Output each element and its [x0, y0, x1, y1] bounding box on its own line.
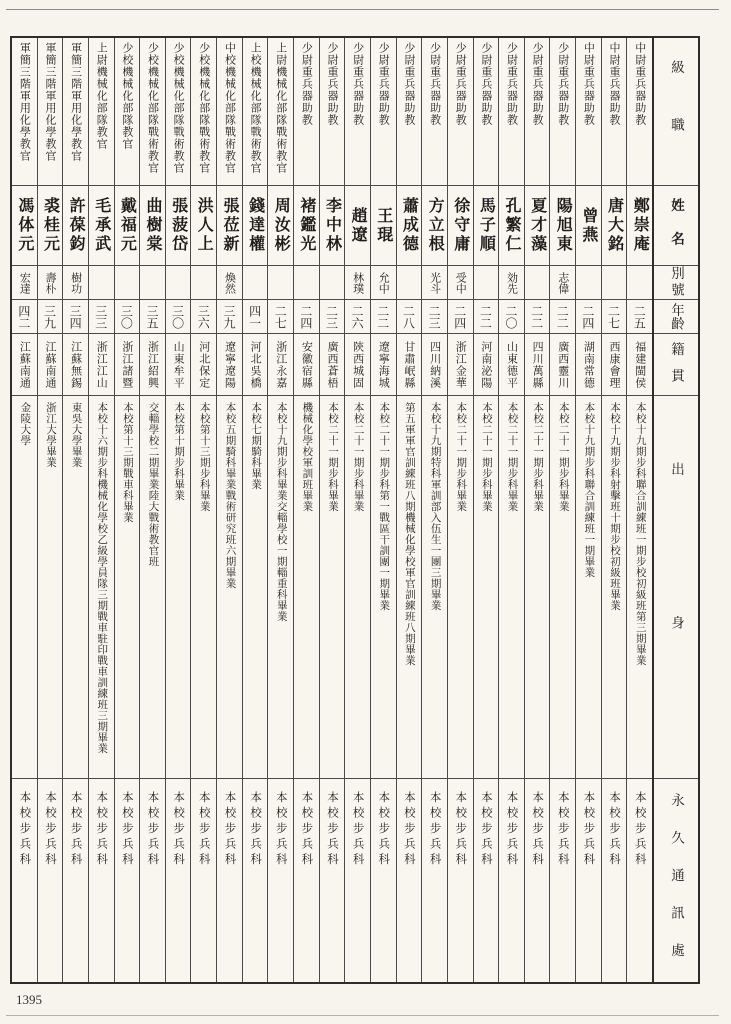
alias-cell: 林璞 [345, 266, 370, 300]
name-cell: 孔繁仁 [499, 186, 524, 266]
alias-cell [115, 266, 140, 300]
name-cell: 夏才藻 [525, 186, 550, 266]
roster-table [10, 36, 700, 984]
native-place-cell: 江蘇無錫 [63, 334, 88, 396]
rank-cell: 軍簡三階軍用化學教官 [12, 38, 37, 186]
alias-cell [294, 266, 319, 300]
rank-cell: 少尉重兵器助教 [371, 38, 396, 186]
table-header-column [652, 38, 698, 982]
origin-cell: 本校第十期步科畢業 [166, 396, 191, 779]
age-cell: 二〇 [499, 300, 524, 334]
native-place-cell: 河北保定 [191, 334, 216, 396]
name-cell: 曾燕 [576, 186, 601, 266]
native-place-cell: 浙江永嘉 [268, 334, 293, 396]
address-cell: 本校步兵科 [531, 791, 544, 869]
origin-cell: 本校十九期步科聯合訓練班一期畢業 [576, 396, 601, 779]
name-cell: 褚鑑光 [294, 186, 319, 266]
alias-cell [602, 266, 627, 300]
alias-cell [525, 266, 550, 300]
name-cell: 徐守庸 [448, 186, 473, 266]
origin-cell: 本校十九期步科射擊班十期步校初級班畢業 [602, 396, 627, 779]
rank-cell: 上尉機械化部隊教官 [89, 38, 114, 186]
person-column [396, 38, 422, 982]
rank-cell: 少尉重兵器助教 [345, 38, 370, 186]
age-cell: 二四 [576, 300, 601, 334]
person-column [524, 38, 550, 982]
person-column [190, 38, 216, 982]
name-cell: 曲樹棠 [140, 186, 165, 266]
address-cell: 本校步兵科 [402, 791, 415, 869]
origin-cell: 金陵大學 [12, 396, 37, 779]
address-cell: 本校步兵科 [223, 791, 236, 869]
alias-cell [474, 266, 499, 300]
address-cell: 本校步兵科 [351, 791, 364, 869]
bottom-rule [6, 1015, 719, 1016]
origin-cell: 本校二十一期步科畢業 [550, 396, 575, 779]
address-cell: 本校步兵科 [18, 791, 31, 869]
origin-cell: 本校二十一期步科畢業 [499, 396, 524, 779]
native-place-cell: 西康會理 [602, 334, 627, 396]
name-cell: 周汝彬 [268, 186, 293, 266]
name-cell: 張菠岱 [166, 186, 191, 266]
alias-cell: 壽朴 [38, 266, 63, 300]
name-cell: 王琨 [371, 186, 396, 266]
name-cell: 許葆鈞 [63, 186, 88, 266]
person-column [267, 38, 293, 982]
name-cell: 馮体元 [12, 186, 37, 266]
address-cell: 本校步兵科 [172, 791, 185, 869]
rank-cell: 少尉重兵器助教 [294, 38, 319, 186]
alias-cell [320, 266, 345, 300]
address-cell: 本校步兵科 [43, 791, 56, 869]
name-cell: 唐大銘 [602, 186, 627, 266]
origin-cell: 第五軍軍官訓練班八期機械化學校軍官訓練班八期畢業 [397, 396, 422, 779]
person-column [549, 38, 575, 982]
native-place-cell: 廣西蒼梧 [320, 334, 345, 396]
person-column [370, 38, 396, 982]
origin-cell: 本校第十三期戰車科畢業 [115, 396, 140, 779]
person-column [319, 38, 345, 982]
origin-cell: 本校二十一期步科畢業 [320, 396, 345, 779]
native-place-cell: 安徽宿縣 [294, 334, 319, 396]
age-cell: 二五 [627, 300, 652, 334]
person-column [626, 38, 652, 982]
native-place-cell: 湖南常德 [576, 334, 601, 396]
native-place-cell: 甘肅岷縣 [397, 334, 422, 396]
age-cell: 二六 [345, 300, 370, 334]
alias-cell: 樹功 [63, 266, 88, 300]
origin-cell: 東吳大學畢業 [63, 396, 88, 779]
address-cell: 本校步兵科 [479, 791, 492, 869]
origin-cell: 本校二十一期步科畢業 [345, 396, 370, 779]
alias-cell: 宏達 [12, 266, 37, 300]
age-cell: 四二 [12, 300, 37, 334]
age-cell: 四一 [243, 300, 268, 334]
person-column [498, 38, 524, 982]
address-cell: 本校步兵科 [197, 791, 210, 869]
header-age: 年齡 [654, 300, 698, 334]
address-cell: 本校步兵科 [95, 791, 108, 869]
name-cell: 錢達權 [243, 186, 268, 266]
address-cell: 本校步兵科 [120, 791, 133, 869]
rank-cell: 中尉重兵器助教 [576, 38, 601, 186]
alias-cell: 効先 [499, 266, 524, 300]
person-column [216, 38, 242, 982]
alias-cell: 允中 [371, 266, 396, 300]
native-place-cell: 河南泌陽 [474, 334, 499, 396]
rank-cell: 中尉重兵器助教 [602, 38, 627, 186]
origin-cell: 本校十六期步科機械化學校乙級學員隊三期戰車駐印戰車訓練班三期畢業 [89, 396, 114, 779]
age-cell: 二七 [268, 300, 293, 334]
address-cell: 本校步兵科 [428, 791, 441, 869]
header-name: 姓名 [654, 186, 698, 266]
rank-cell: 少尉重兵器助教 [550, 38, 575, 186]
name-cell: 張莅新 [217, 186, 242, 266]
name-cell: 戴福元 [115, 186, 140, 266]
alias-cell [268, 266, 293, 300]
address-cell: 本校步兵科 [608, 791, 621, 869]
person-column [242, 38, 268, 982]
origin-cell: 本校五期騎科畢業戰術研究班六期畢業 [217, 396, 242, 779]
rank-cell: 中尉重兵器助教 [627, 38, 652, 186]
origin-cell: 本校十九期步科畢業交輜學校一期輜重科畢業 [268, 396, 293, 779]
address-cell: 本校步兵科 [69, 791, 82, 869]
address-cell: 本校步兵科 [326, 791, 338, 869]
age-cell: 三三 [89, 300, 114, 334]
origin-cell: 本校第十三期步科畢業 [191, 396, 216, 779]
person-column [37, 38, 63, 982]
age-cell: 二四 [448, 300, 473, 334]
person-column [139, 38, 165, 982]
person-column [12, 38, 37, 982]
address-cell: 本校步兵科 [274, 791, 287, 869]
person-column [293, 38, 319, 982]
person-column [473, 38, 499, 982]
address-cell: 本校步兵科 [146, 791, 159, 869]
header-address: 永久通訊處 [669, 793, 684, 981]
name-cell: 陽旭東 [550, 186, 575, 266]
native-place-cell: 浙江紹興 [140, 334, 165, 396]
alias-cell [191, 266, 216, 300]
age-cell: 二二 [474, 300, 499, 334]
origin-cell: 本校二十一期步科畢業 [525, 396, 550, 779]
origin-cell: 機械化學校軍訓班畢業 [294, 396, 319, 779]
native-place-cell: 江蘇南通 [38, 334, 63, 396]
native-place-cell: 山東牟平 [166, 334, 191, 396]
age-cell: 三九 [38, 300, 63, 334]
origin-cell: 本校二十一期步科畢業 [474, 396, 499, 779]
person-column [421, 38, 447, 982]
name-cell: 李中林 [320, 186, 345, 266]
address-cell: 本校步兵科 [249, 791, 262, 869]
native-place-cell: 浙江諸暨 [115, 334, 140, 396]
alias-cell [243, 266, 268, 300]
person-column [575, 38, 601, 982]
rank-cell: 軍簡三階軍用化學教官 [63, 38, 88, 186]
age-cell: 三〇 [115, 300, 140, 334]
person-column [88, 38, 114, 982]
native-place-cell: 陝西城固 [345, 334, 370, 396]
rank-cell: 少校機械化部隊戰術教官 [166, 38, 191, 186]
page-number: 1395 [16, 992, 42, 1007]
native-place-cell: 浙江江山 [89, 334, 114, 396]
person-column [601, 38, 627, 982]
rank-cell: 少尉重兵器助教 [320, 38, 345, 186]
rank-cell: 少尉重兵器助教 [422, 38, 447, 186]
rank-cell: 中校機械化部隊戰術教官 [217, 38, 242, 186]
header-alias: 別號 [654, 266, 698, 300]
alias-cell [397, 266, 422, 300]
age-cell: 三〇 [166, 300, 191, 334]
rank-cell: 軍簡三階軍用化學教官 [38, 38, 63, 186]
alias-cell: 受中 [448, 266, 473, 300]
alias-cell: 志偉 [550, 266, 575, 300]
native-place-cell: 福建閩侯 [627, 334, 652, 396]
person-column [447, 38, 473, 982]
age-cell: 三五 [140, 300, 165, 334]
origin-cell: 本校十九期特科軍訓部入伍生一團三期畢業 [422, 396, 447, 779]
address-cell: 本校步兵科 [556, 791, 569, 869]
age-cell: 二三 [320, 300, 345, 334]
native-place-cell: 浙江金華 [448, 334, 473, 396]
rank-cell: 少尉重兵器助教 [525, 38, 550, 186]
address-cell: 本校步兵科 [633, 791, 646, 869]
origin-cell: 浙江大學畢業 [38, 396, 63, 779]
rank-cell: 上尉機械化部隊戰術教官 [268, 38, 293, 186]
person-column [114, 38, 140, 982]
rank-cell: 少尉重兵器助教 [474, 38, 499, 186]
age-cell: 二八 [397, 300, 422, 334]
rank-cell: 上校機械化部隊戰術教官 [243, 38, 268, 186]
address-cell: 本校步兵科 [454, 791, 467, 869]
origin-cell: 交輜學校二期畢業陸大戰術教官班 [140, 396, 165, 779]
age-cell: 二二 [550, 300, 575, 334]
origin-cell: 本校二十一期步科第一戰區干訓團一期畢業 [371, 396, 396, 779]
origin-cell: 本校七期騎科畢業 [243, 396, 268, 779]
header-rank: 級職 [654, 38, 698, 186]
alias-cell [140, 266, 165, 300]
age-cell: 二四 [294, 300, 319, 334]
address-cell: 本校步兵科 [505, 791, 518, 869]
person-column [344, 38, 370, 982]
person-column [165, 38, 191, 982]
age-cell: 二二 [371, 300, 396, 334]
origin-cell: 本校二十一期步科畢業 [448, 396, 473, 779]
rank-cell: 少尉重兵器助教 [499, 38, 524, 186]
alias-cell: 煥然 [217, 266, 242, 300]
rank-cell: 少尉重兵器助教 [397, 38, 422, 186]
alias-cell: 光斗 [422, 266, 447, 300]
address-cell: 本校步兵科 [377, 791, 390, 869]
name-cell: 馬子順 [474, 186, 499, 266]
address-cell: 本校步兵科 [582, 791, 595, 869]
alias-cell [89, 266, 114, 300]
person-column [62, 38, 88, 982]
name-cell: 趙遼 [345, 186, 370, 266]
alias-cell [627, 266, 652, 300]
age-cell: 三九 [217, 300, 242, 334]
name-cell: 毛承武 [89, 186, 114, 266]
alias-cell [576, 266, 601, 300]
native-place-cell: 廣西靈川 [550, 334, 575, 396]
native-place-cell: 山東德平 [499, 334, 524, 396]
name-cell: 鄭崇庵 [627, 186, 652, 266]
header-native-place: 籍貫 [654, 334, 698, 396]
native-place-cell: 遼寧遼陽 [217, 334, 242, 396]
native-place-cell: 河北吳橋 [243, 334, 268, 396]
native-place-cell: 江蘇南通 [12, 334, 37, 396]
alias-cell [166, 266, 191, 300]
header-origin: 出身 [654, 396, 698, 779]
native-place-cell: 遼寧海城 [371, 334, 396, 396]
rank-cell: 少校機械化部隊戰術教官 [140, 38, 165, 186]
age-cell: 三六 [191, 300, 216, 334]
age-cell: 三四 [63, 300, 88, 334]
name-cell: 方立根 [422, 186, 447, 266]
address-cell: 本校步兵科 [300, 791, 313, 869]
rank-cell: 少尉重兵器助教 [448, 38, 473, 186]
origin-cell: 本校十九期步科聯合訓練班一期步校初級班第三期畢業 [627, 396, 652, 779]
rank-cell: 少校機械化部隊戰術教官 [191, 38, 216, 186]
age-cell: 二七 [602, 300, 627, 334]
rank-cell: 少校機械化部隊教官 [115, 38, 140, 186]
native-place-cell: 四川納溪 [422, 334, 447, 396]
age-cell: 二三 [422, 300, 447, 334]
native-place-cell: 四川萬縣 [525, 334, 550, 396]
name-cell: 洪人上 [191, 186, 216, 266]
name-cell: 蕭成德 [397, 186, 422, 266]
name-cell: 裘桂元 [38, 186, 63, 266]
age-cell: 二二 [525, 300, 550, 334]
top-rule [6, 9, 719, 10]
